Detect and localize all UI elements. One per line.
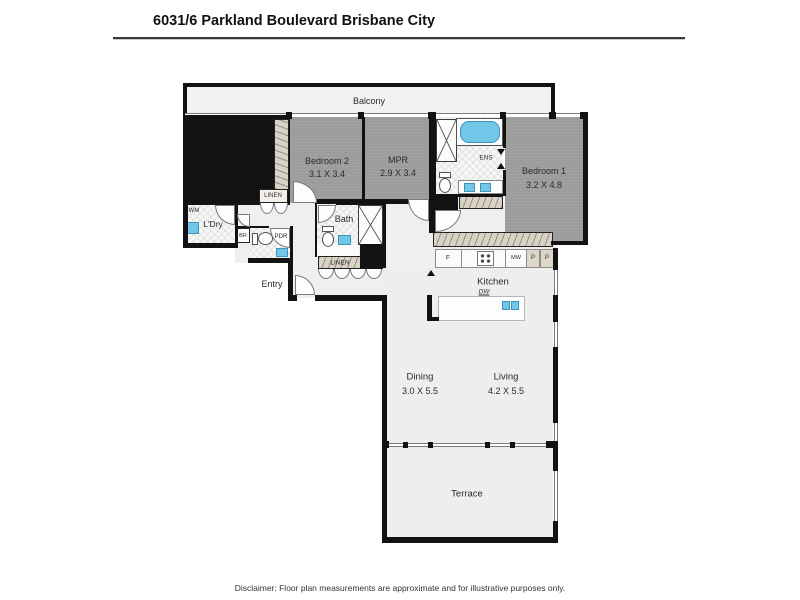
window [554, 322, 558, 347]
living-label: Living [493, 371, 519, 383]
linen-bath-label: LINEN [330, 259, 350, 267]
bathtub [460, 121, 500, 143]
slider-arrow-icon [427, 270, 435, 276]
living-dining-floor [382, 268, 553, 445]
window [554, 423, 558, 441]
powder-label: PDR [274, 234, 288, 240]
wall [553, 347, 558, 423]
wall [503, 170, 506, 196]
bath-toilet-bowl [322, 232, 334, 247]
mpr-label: MPR [388, 155, 408, 165]
slider-arrow-icon [497, 163, 505, 169]
wall [360, 244, 383, 269]
wall [336, 202, 384, 205]
laundry-label: L'Dry [203, 219, 223, 229]
ensuite-robe [459, 196, 503, 209]
washer-label: WM [188, 208, 200, 214]
bedroom1-dims: 3.2 X 4.8 [525, 180, 563, 190]
bath-label: Bath [334, 214, 354, 224]
living-dims: 4.2 X 5.5 [487, 386, 525, 396]
cooktop [477, 251, 494, 266]
wall [290, 226, 293, 263]
bedroom1-area [505, 117, 583, 241]
ensuite-label: ENS [479, 154, 493, 162]
title-divider [113, 37, 685, 40]
bedroom1-robe [433, 232, 553, 247]
mpr-dims: 2.9 X 3.4 [379, 168, 417, 178]
microwave-label: MW [511, 255, 521, 261]
wall [382, 537, 558, 543]
bedroom1-label: Bedroom 1 [521, 166, 567, 176]
wall [183, 205, 188, 248]
ensuite-toilet-bowl [439, 178, 451, 193]
linen-hall-label: LINEN [264, 193, 282, 199]
wall [382, 441, 387, 543]
wall [583, 113, 588, 244]
dishwasher-label: DW [478, 288, 490, 296]
wall [248, 258, 292, 263]
pantry1-label: P [530, 255, 536, 261]
wall [286, 112, 292, 119]
bedroom2-dims: 3.1 X 3.4 [308, 169, 346, 179]
ensuite-sink-1 [464, 183, 475, 192]
wall [553, 295, 558, 322]
wall [183, 243, 238, 248]
wall [315, 203, 317, 257]
wall [553, 521, 558, 543]
wall [382, 441, 389, 448]
terrace-label: Terrace [451, 488, 483, 500]
bath-sink [338, 235, 351, 245]
bedroom2-label: Bedroom 2 [304, 156, 350, 166]
wall [288, 258, 293, 298]
wall [237, 226, 269, 228]
wall [428, 442, 433, 448]
kitchen-label: Kitchen [477, 276, 509, 288]
washing-machine [187, 222, 199, 234]
window [554, 270, 558, 295]
wall [429, 117, 436, 201]
window [554, 471, 558, 521]
bedroom2-wardrobe [274, 119, 289, 190]
bath-shower [358, 205, 383, 245]
island-sink-2 [511, 301, 519, 310]
pantry2-label: P [544, 255, 550, 261]
dining-dims: 3.0 X 5.5 [401, 386, 439, 396]
ensuite-sink-2 [480, 183, 491, 192]
balcony-label: Balcony [352, 96, 386, 106]
slider-arrow-icon [497, 149, 505, 155]
wall [315, 295, 387, 301]
wall [403, 442, 408, 448]
disclaimer-text: Disclaimer: Floor plan measurements are approximate and for illustrative purposes only. [234, 583, 566, 593]
wall [553, 248, 558, 270]
wall [362, 117, 365, 201]
sliding-door-terrace [387, 443, 553, 447]
island-sink-1 [502, 301, 510, 310]
entry-label: Entry [261, 279, 283, 289]
wall [510, 442, 515, 448]
wall [503, 115, 506, 148]
wall [549, 112, 556, 119]
wall [427, 317, 439, 321]
wall [382, 298, 387, 445]
dining-label: Dining [406, 371, 434, 383]
wall [546, 441, 554, 448]
powder-sink [276, 248, 288, 257]
fridge-label: F [446, 254, 450, 262]
page-title: 6031/6 Parkland Boulevard Brisbane City [153, 13, 436, 29]
wall [485, 442, 490, 448]
broom-label: BR [239, 233, 247, 239]
wall [235, 203, 238, 243]
wall [383, 203, 386, 268]
ensuite-shower [436, 119, 457, 162]
wall [551, 241, 588, 245]
